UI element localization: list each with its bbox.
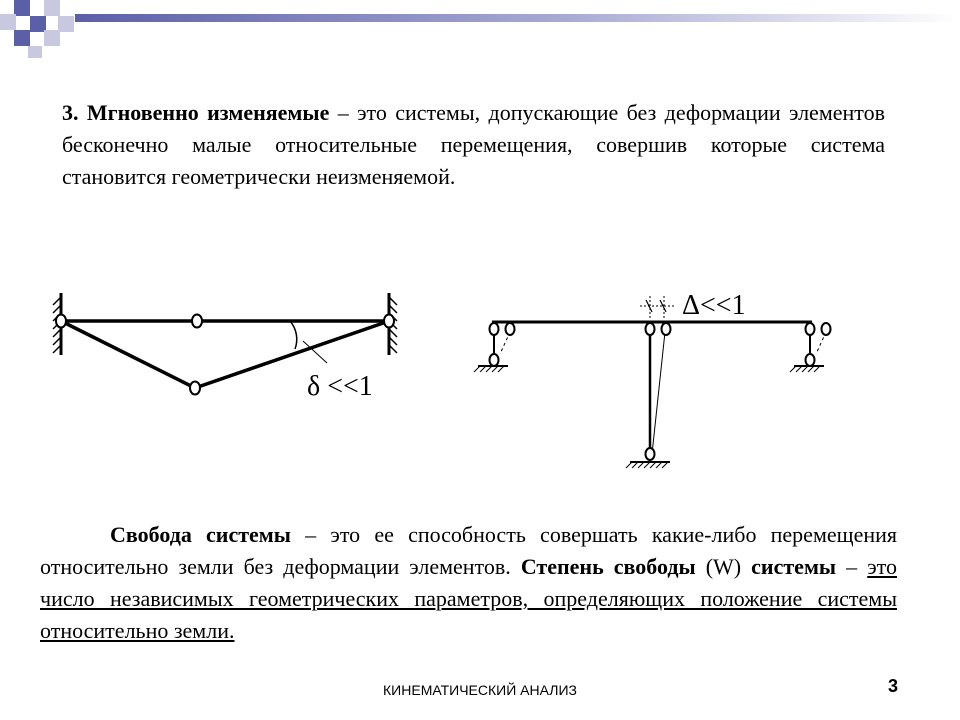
- hinge: [646, 448, 655, 460]
- hinge: [192, 315, 202, 328]
- angle-arc: [290, 321, 297, 349]
- term-degree: Степень свободы: [520, 554, 696, 579]
- header-decoration: [0, 0, 960, 60]
- deco-square: [44, 30, 60, 46]
- footer-title: КИНЕМАТИЧЕСКИЙ АНАЛИЗ: [383, 682, 577, 698]
- delta-label: Δ<<1: [682, 290, 746, 321]
- deco-square: [44, 0, 60, 16]
- term-degree-system: системы: [751, 554, 837, 579]
- definition-text: – это системы, допускающие без деформации элементов бесконечно малые относительные перемещения, совершив которые система становится геометрически неизменяемой.: [62, 100, 885, 189]
- term-freedom: Свобода системы: [110, 522, 291, 547]
- freedom-text: – это ее способность совершать какие-либо перемещения относительно земли без деформации элементов.: [40, 522, 897, 579]
- hinge: [190, 382, 200, 395]
- diagram-instant-triangle: [35, 285, 415, 420]
- page-number: 3: [888, 676, 899, 696]
- deco-square: [28, 46, 42, 58]
- freedom-paragraph: [40, 519, 897, 647]
- deco-square: [30, 16, 46, 32]
- term-instant: 3. Мгновенно изменяемые: [62, 100, 330, 125]
- hinge: [506, 323, 515, 335]
- hinge: [56, 315, 66, 328]
- header-bar: [75, 14, 960, 22]
- delta-label: δ <<1: [307, 371, 373, 402]
- hinge: [806, 354, 815, 366]
- hinge: [662, 323, 671, 335]
- left-strut: [61, 321, 195, 388]
- dash: –: [836, 554, 868, 579]
- term-degree-symbol: (W): [695, 554, 752, 579]
- degree-definition: это число независимых геометрических параметров, определяющих положение системы относительно земли.: [40, 554, 897, 643]
- deco-square: [14, 0, 30, 16]
- hinge: [806, 323, 815, 335]
- deco-square: [0, 14, 16, 30]
- definition-paragraph: [62, 97, 885, 193]
- hinge: [384, 315, 394, 328]
- hinge: [822, 323, 831, 335]
- hinge: [646, 323, 655, 335]
- deco-square: [14, 30, 30, 46]
- hinge: [490, 354, 499, 366]
- deco-square: [58, 16, 74, 32]
- hinge: [490, 323, 499, 335]
- column-displaced: [652, 332, 665, 454]
- diagram-instant-beam: [460, 282, 860, 472]
